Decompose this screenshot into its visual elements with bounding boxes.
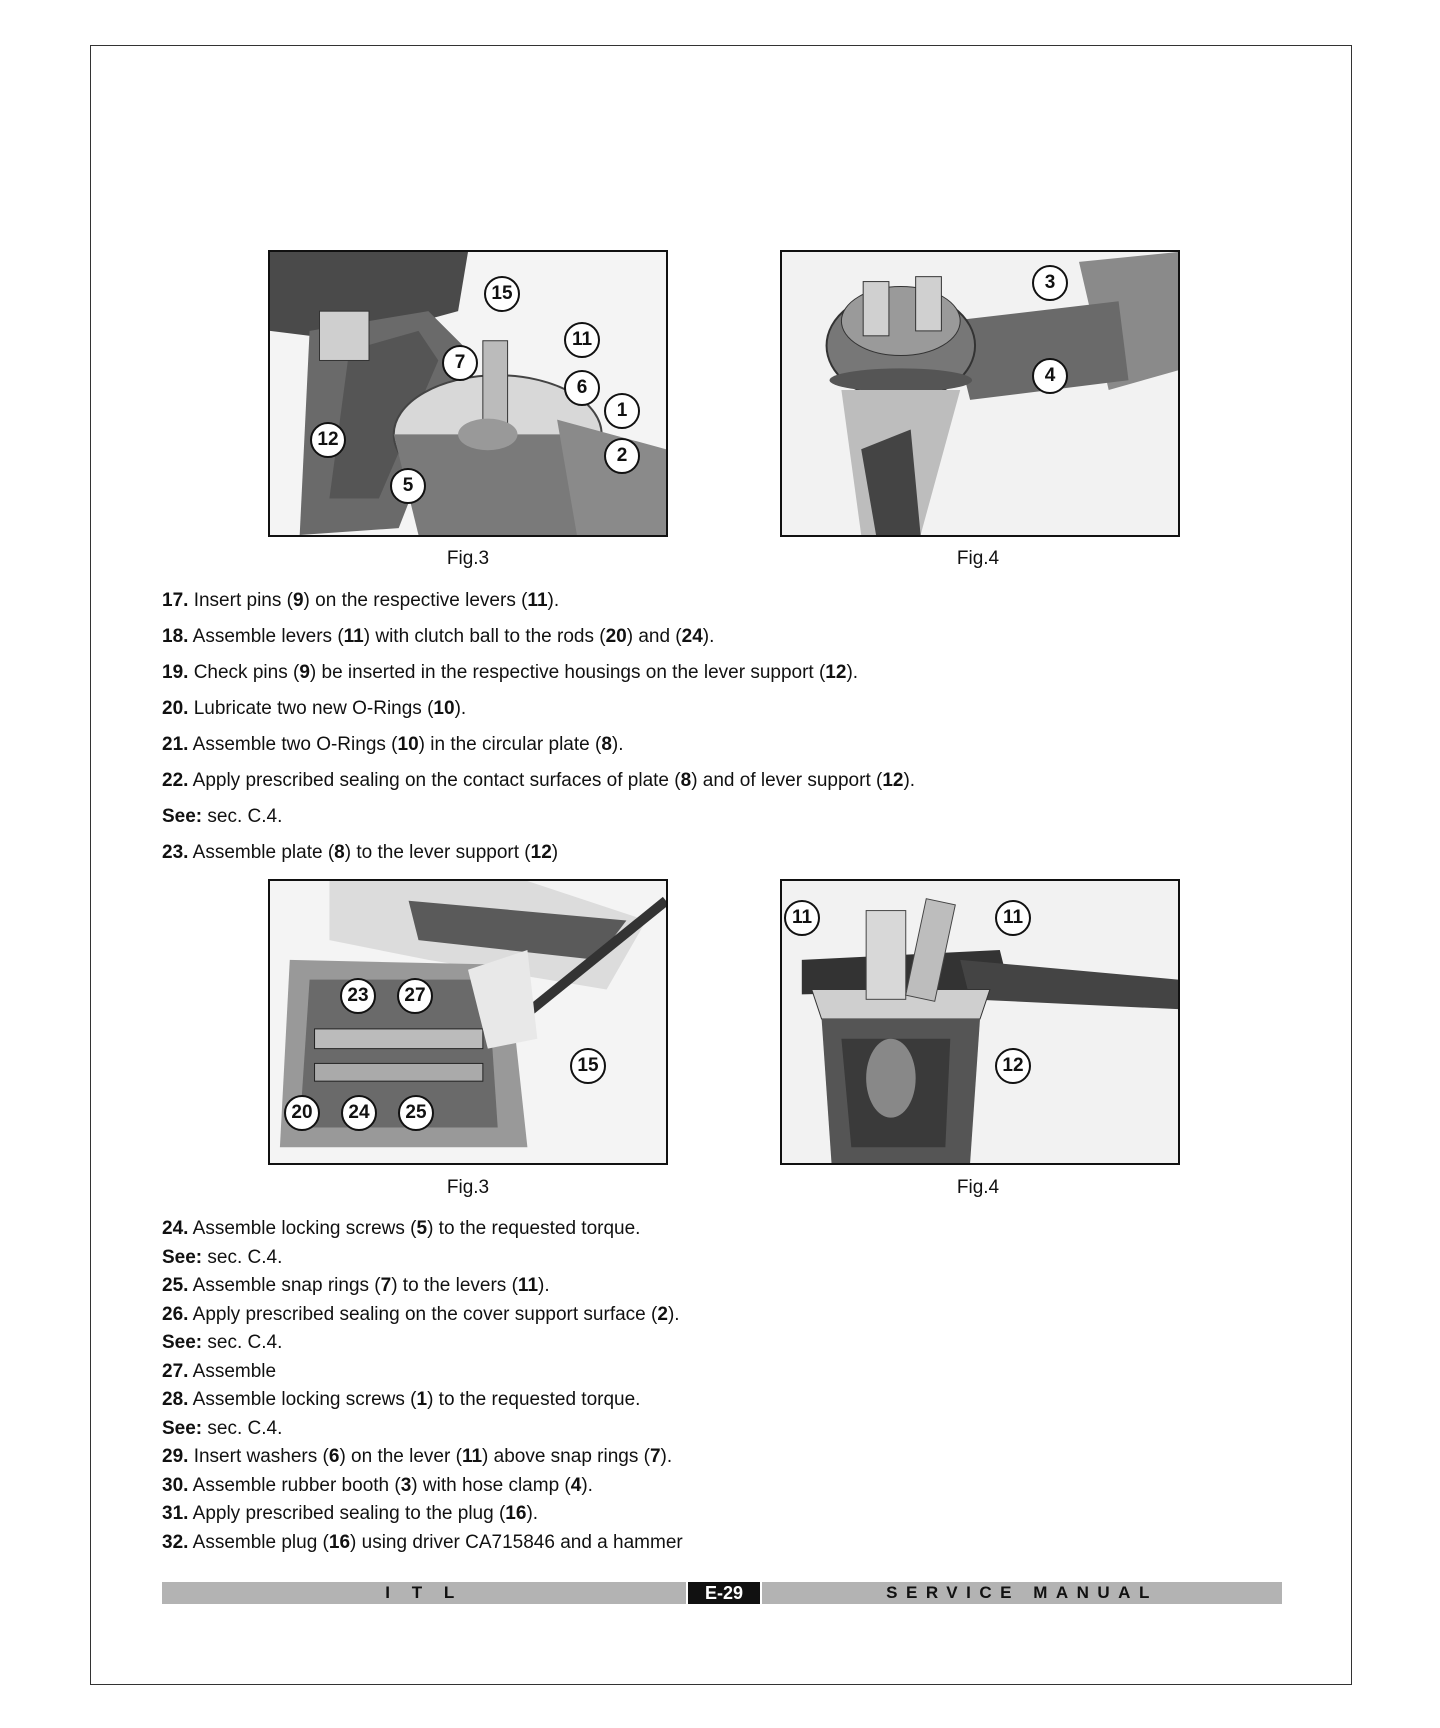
part-reference: 9 bbox=[299, 662, 310, 683]
callout-25: 25 bbox=[398, 1095, 434, 1131]
step-number: 25. bbox=[162, 1275, 189, 1296]
step-text: Assemble locking screws ( bbox=[192, 1389, 417, 1410]
step-text: ) above snap rings ( bbox=[482, 1446, 650, 1467]
part-reference: 11 bbox=[461, 1446, 483, 1467]
step-number: 20. bbox=[162, 698, 189, 719]
part-reference: 10 bbox=[397, 734, 419, 755]
page-number: E-29 bbox=[688, 1582, 760, 1604]
callout-5: 5 bbox=[390, 468, 426, 504]
step-text: ). bbox=[660, 1446, 673, 1467]
step-text: Assemble snap rings ( bbox=[192, 1275, 381, 1296]
step-number: See: bbox=[162, 1246, 203, 1268]
step-item bbox=[162, 1443, 683, 1472]
callout-3: 3 bbox=[1032, 265, 1068, 301]
callout-27: 27 bbox=[397, 978, 433, 1014]
part-reference: 16 bbox=[328, 1531, 351, 1553]
footer-brand: I T L bbox=[385, 1583, 463, 1602]
step-text: sec. C.4. bbox=[207, 806, 283, 827]
part-reference: 5 bbox=[416, 1218, 428, 1239]
figure-photo-levers-support bbox=[780, 879, 1180, 1165]
step-text: ). bbox=[667, 1303, 680, 1325]
step-item bbox=[162, 1329, 683, 1358]
step-item bbox=[162, 655, 915, 691]
step-text: Assemble plate ( bbox=[192, 842, 335, 863]
step-item bbox=[162, 1500, 683, 1529]
step-number: See: bbox=[162, 806, 203, 827]
step-number: 19. bbox=[162, 662, 189, 683]
part-reference: 10 bbox=[433, 698, 455, 719]
step-item bbox=[162, 1215, 683, 1244]
footer-bar-right bbox=[762, 1582, 1282, 1604]
part-reference: 12 bbox=[882, 770, 904, 791]
footer-title: SERVICE MANUAL bbox=[886, 1583, 1158, 1602]
step-text: ) be inserted in the respective housings on the lever support ( bbox=[309, 662, 826, 683]
step-item bbox=[162, 1301, 683, 1330]
step-item bbox=[162, 1272, 683, 1301]
part-reference: 11 bbox=[527, 590, 548, 611]
step-text: ). bbox=[454, 698, 467, 719]
step-item bbox=[162, 691, 915, 727]
step-text: ). bbox=[611, 734, 624, 755]
step-number: 21. bbox=[162, 734, 189, 755]
step-number: 31. bbox=[162, 1503, 189, 1524]
callout-15: 15 bbox=[484, 276, 520, 312]
step-item bbox=[162, 619, 915, 655]
step-text: ) with clutch ball to the rods ( bbox=[363, 626, 606, 647]
part-reference: 8 bbox=[601, 734, 612, 755]
step-text: ) using driver CA715846 and a hammer bbox=[350, 1531, 683, 1553]
step-number: 26. bbox=[162, 1303, 189, 1325]
step-item bbox=[162, 727, 915, 763]
callout-11: 11 bbox=[784, 900, 820, 936]
step-text: ). bbox=[903, 770, 916, 791]
step-item bbox=[162, 1529, 683, 1558]
step-text: ). bbox=[581, 1474, 593, 1496]
step-text: ). bbox=[538, 1275, 550, 1296]
callout-24: 24 bbox=[341, 1095, 377, 1131]
part-reference: 24 bbox=[681, 626, 703, 647]
step-text: ). bbox=[526, 1503, 539, 1524]
callout-2: 2 bbox=[604, 438, 640, 474]
step-item bbox=[162, 1415, 683, 1444]
figure-photo-rubber-boot bbox=[780, 250, 1180, 537]
step-item bbox=[162, 835, 915, 871]
step-text: sec. C.4. bbox=[207, 1417, 283, 1439]
part-reference: 3 bbox=[400, 1474, 412, 1496]
step-text: ) to the requested torque. bbox=[427, 1218, 641, 1239]
part-reference: 7 bbox=[380, 1275, 392, 1296]
callout-11: 11 bbox=[995, 900, 1031, 936]
step-item bbox=[162, 799, 915, 835]
figure-photo-gearbox-levers bbox=[268, 250, 668, 537]
step-text: ) and of lever support ( bbox=[691, 770, 883, 791]
assembly-steps-list bbox=[162, 583, 915, 871]
callout-15: 15 bbox=[570, 1048, 606, 1084]
step-number: 29. bbox=[162, 1446, 189, 1467]
step-text: Lubricate two new O-Rings ( bbox=[193, 698, 434, 719]
step-text: Apply prescribed sealing on the cover support surface ( bbox=[192, 1303, 658, 1325]
part-reference: 8 bbox=[334, 842, 345, 863]
figure-photo-housing-rods bbox=[268, 879, 668, 1165]
part-reference: 11 bbox=[517, 1275, 539, 1296]
assembly-steps-list bbox=[162, 1215, 683, 1557]
step-text: Assemble two O-Rings ( bbox=[192, 734, 398, 755]
step-number: 30. bbox=[162, 1474, 189, 1496]
step-text: ) to the lever support ( bbox=[344, 842, 531, 863]
step-number: 17. bbox=[162, 590, 189, 611]
part-reference: 2 bbox=[657, 1303, 668, 1325]
step-text: Apply prescribed sealing to the plug ( bbox=[192, 1503, 506, 1524]
step-text: ) bbox=[551, 842, 559, 863]
step-number: 32. bbox=[162, 1531, 189, 1553]
step-number: 27. bbox=[162, 1360, 189, 1382]
figure-caption: Fig.4 bbox=[956, 1177, 1000, 1198]
step-item bbox=[162, 1472, 683, 1501]
step-text: ) on the lever ( bbox=[339, 1446, 462, 1467]
step-text: Assemble locking screws ( bbox=[192, 1218, 417, 1239]
step-number: See: bbox=[162, 1417, 203, 1439]
figure-caption: Fig.3 bbox=[446, 548, 490, 569]
step-text: sec. C.4. bbox=[207, 1332, 283, 1353]
callout-12: 12 bbox=[310, 422, 346, 458]
step-text: ) on the respective levers ( bbox=[303, 590, 528, 611]
part-reference: 20 bbox=[605, 626, 627, 647]
step-text: Assemble rubber booth ( bbox=[192, 1474, 401, 1496]
step-number: See: bbox=[162, 1332, 203, 1353]
step-text: ) to the requested torque. bbox=[427, 1389, 641, 1410]
step-text: ) with hose clamp ( bbox=[411, 1474, 571, 1496]
step-text: ). bbox=[702, 626, 715, 647]
step-text: Assemble bbox=[192, 1360, 277, 1382]
part-reference: 4 bbox=[570, 1474, 582, 1496]
figure-caption: Fig.3 bbox=[446, 1177, 490, 1198]
step-text: Apply prescribed sealing on the contact surfaces of plate ( bbox=[192, 770, 681, 791]
step-text: ) in the circular plate ( bbox=[418, 734, 602, 755]
callout-1: 1 bbox=[604, 393, 640, 429]
part-reference: 6 bbox=[328, 1446, 340, 1467]
step-number: 24. bbox=[162, 1218, 189, 1239]
figure-caption: Fig.4 bbox=[956, 548, 1000, 569]
step-text: ) and ( bbox=[626, 626, 682, 647]
part-reference: 8 bbox=[680, 770, 692, 791]
step-number: 22. bbox=[162, 770, 189, 791]
step-text: ). bbox=[846, 662, 859, 683]
part-reference: 7 bbox=[649, 1446, 661, 1467]
step-number: 23. bbox=[162, 842, 189, 863]
step-text: Assemble levers ( bbox=[192, 626, 344, 647]
step-text: Check pins ( bbox=[193, 662, 300, 683]
part-reference: 11 bbox=[343, 626, 364, 647]
callout-4: 4 bbox=[1032, 358, 1068, 394]
page-footer bbox=[162, 1582, 1282, 1604]
callout-20: 20 bbox=[284, 1095, 320, 1131]
footer-bar-left bbox=[162, 1582, 686, 1604]
step-number: 18. bbox=[162, 626, 189, 647]
callout-7: 7 bbox=[442, 345, 478, 381]
part-reference: 12 bbox=[825, 662, 847, 683]
callout-12: 12 bbox=[995, 1048, 1031, 1084]
part-reference: 1 bbox=[416, 1389, 428, 1410]
step-text: sec. C.4. bbox=[207, 1246, 283, 1268]
step-item bbox=[162, 1358, 683, 1387]
step-text: Insert washers ( bbox=[193, 1446, 329, 1467]
part-reference: 12 bbox=[530, 842, 552, 863]
step-text: Assemble plug ( bbox=[192, 1531, 329, 1553]
step-text: ). bbox=[547, 590, 560, 611]
step-item bbox=[162, 763, 915, 799]
callout-6: 6 bbox=[564, 370, 600, 406]
step-item bbox=[162, 583, 915, 619]
step-number: 28. bbox=[162, 1389, 189, 1410]
callout-23: 23 bbox=[340, 978, 376, 1014]
callout-11: 11 bbox=[564, 322, 600, 358]
step-text: ) to the levers ( bbox=[391, 1275, 518, 1296]
part-reference: 9 bbox=[292, 590, 304, 611]
step-item bbox=[162, 1386, 683, 1415]
step-item bbox=[162, 1244, 683, 1273]
part-reference: 16 bbox=[505, 1503, 527, 1524]
step-text: Insert pins ( bbox=[193, 590, 293, 611]
